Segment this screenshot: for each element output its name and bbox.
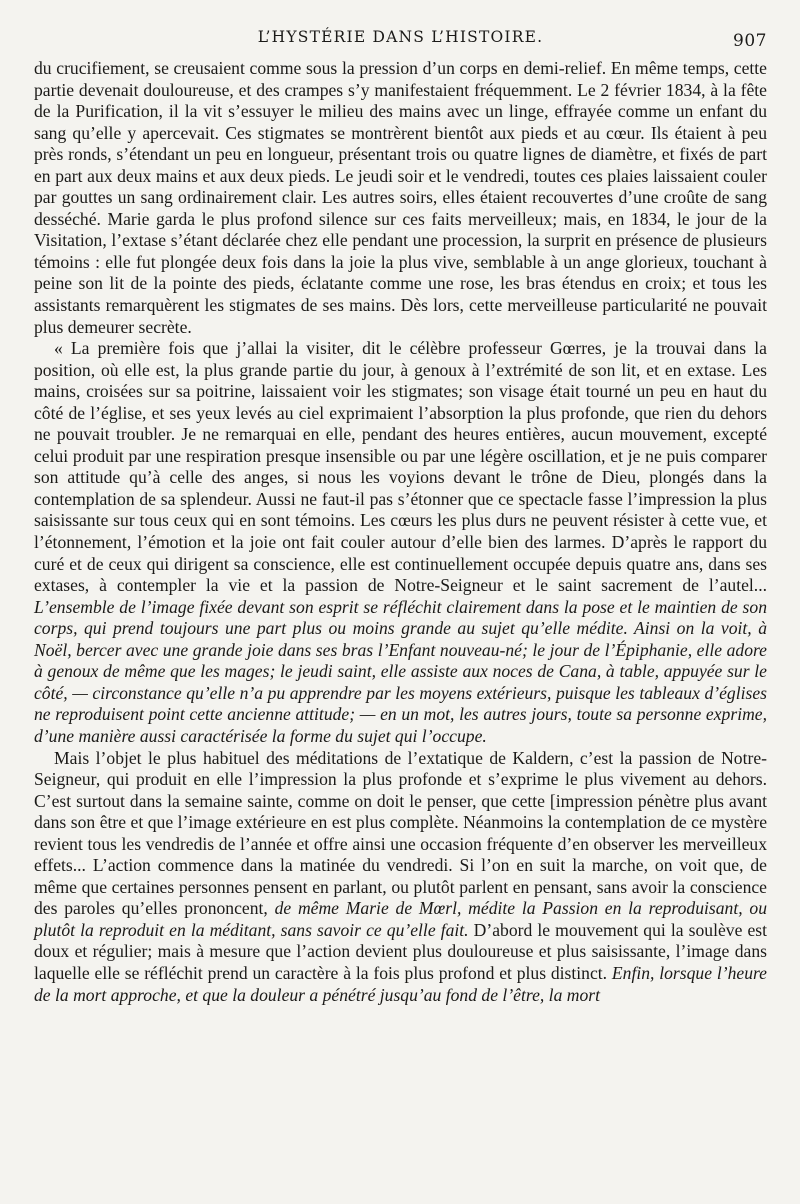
body-text (34, 58, 767, 1006)
paragraph-3 (34, 748, 767, 1007)
italic-run: Enfin, lorsque l’heure de la mort approche, et que la douleur a pénétré jusqu’au fond de l’être, la mort (34, 962, 767, 1005)
paragraph-1 (34, 58, 767, 338)
running-title: L’HYSTÉRIE DANS L’HISTOIRE. (257, 28, 544, 46)
running-head (34, 28, 767, 56)
text-run: du crucifiement, se creusaient comme sous la pression d’un corps en demi-relief. En même temps, cette partie devenait douloureuse, et des crampes s’y manifestaient fréquemment. Le 2 février 1834, à la fête de la Purification, il la vit s’essuyer le milieu des mains avec un linge, effrayée comme un enfant du sang qu’elle y apercevait. Ces stigmates se montrèrent bientôt aux pieds et au cœur. Ils étaient à peu près ronds, s’étendant un peu en longueur, présentant trois ou quatre lignes de diamètre, et fixés de part en part aux deux mains et aux deux pieds. Le jeudi soir et le vendredi, toutes ces plaies laissaient couler par gouttes un sang ordinairement clair. Les autres soirs, elles étaient recouvertes d’une croûte de sang desséché. Marie garda le plus profond silence sur ces faits merveilleux; mais, en 1834, le jour de la Visitation, l’extase s’étant déclarée chez elle pendant une procession, la surprit en présence de plusieurs témoins : elle fut plongée deux fois dans la joie la plus vive, semblable à un ange glorieux, touchant à peine son lit de la pointe des pieds, éclatante comme une rose, les bras étendus en croix; et tous les assistants remarquèrent les stigmates de ses mains. Dès lors, cette merveilleuse particularité ne pouvait plus demeurer secrète. (34, 58, 767, 337)
page-number: 907 (733, 31, 767, 51)
text-run: D’abord le mouvement qui la soulève est doux et régulier; mais à mesure que l’action devient plus douloureuse et plus saisissante, l’image dans laquelle elle se réfléchit prend un caractère à la fois plus profond et plus distinct. (34, 919, 767, 983)
italic-run: L’ensemble de l’image fixée devant son esprit se réfléchit clairement dans la pose et le maintien de son corps, qui prend toujours une part plus ou moins grande au sujet qu’elle médite. Ainsi on la voit, à Noël, bercer avec une grande joie dans ses bras l’Enfant nouveau-né; le jour de l’Épiphanie, elle adore à genoux de même que les mages; le jeudi saint, elle assiste aux noces de Cana, à table, appuyée sur le côté, — circonstance qu’elle n’a pu apprendre par les moyens extérieurs, puisque les tableaux d’églises ne reproduisent point cette ancienne attitude; — en un mot, les autres jours, toute sa personne exprime, d’une manière aussi caractérisée la forme du sujet qui l’occupe. (34, 596, 767, 746)
paragraph-2-goerres-quote (34, 338, 767, 747)
book-page (34, 28, 767, 1188)
text-run: Mais l’objet le plus habituel des méditations de l’extatique de Kaldern, c’est la passion de Notre-Seigneur, qui produit en elle l’impression la plus profonde et s’exprime le plus vivement au dehors. C’est surtout dans la semaine sainte, comme on doit le penser, que cette [impression pénètre plus avant dans son être et que l’image extérieure en est plus complète. Néanmoins la contemplation de ce mystère revient tous les vendredis de l’année et offre ainsi une occasion fréquente d’en observer les merveilleux effets... L’action commence dans la matinée du vendredi. Si l’on en suit la marche, on voit que, de même que certaines personnes pensent en parlant, ou plutôt parlent en pensant, sans avoir la conscience des paroles qu’elles prononcent, (34, 747, 767, 919)
italic-run: de même Marie de Mœrl, médite la Passion en la reproduisant, ou plutôt la reproduit en la méditant, sans savoir ce qu’elle fait. (34, 898, 767, 940)
text-run: « La première fois que j’allai la visiter, dit le célèbre professeur Gœrres, je la trouvai dans la position, où elle est, la plus grande partie du jour, à genoux à l’extrémité de son lit, et en extase. Les mains, croisées sur sa poitrine, laissaient voir les stigmates; son visage était tourné un peu en haut du côté de l’église, et ses yeux levés au ciel exprimaient l’absorption la plus profonde, que rien du dehors ne pouvait troubler. Je ne remarquai en elle, pendant des heures entières, aucun mouvement, excepté celui produit par une respiration presque insensible ou par une légère oscillation, et je ne puis comparer son attitude qu’à celle des anges, si nous les voyions devant le trône de Dieu, plongés dans la contemplation de sa splendeur. Aussi ne faut-il pas s’étonner que ce spectacle fasse l’impression la plus saisissante sur tous ceux qui en sont témoins. Les cœurs les plus durs ne peuvent résister à cette vue, et l’étonnement, l’émotion et la joie ont fait couler autour d’elle bien des larmes. D’après le rapport du curé et de ceux qui dirigent sa conscience, elle est continuellement occupée depuis quatre ans, dans ses extases, à contempler la vie et la passion de Notre-Seigneur et le saint sacrement de l’autel... (34, 338, 767, 596)
